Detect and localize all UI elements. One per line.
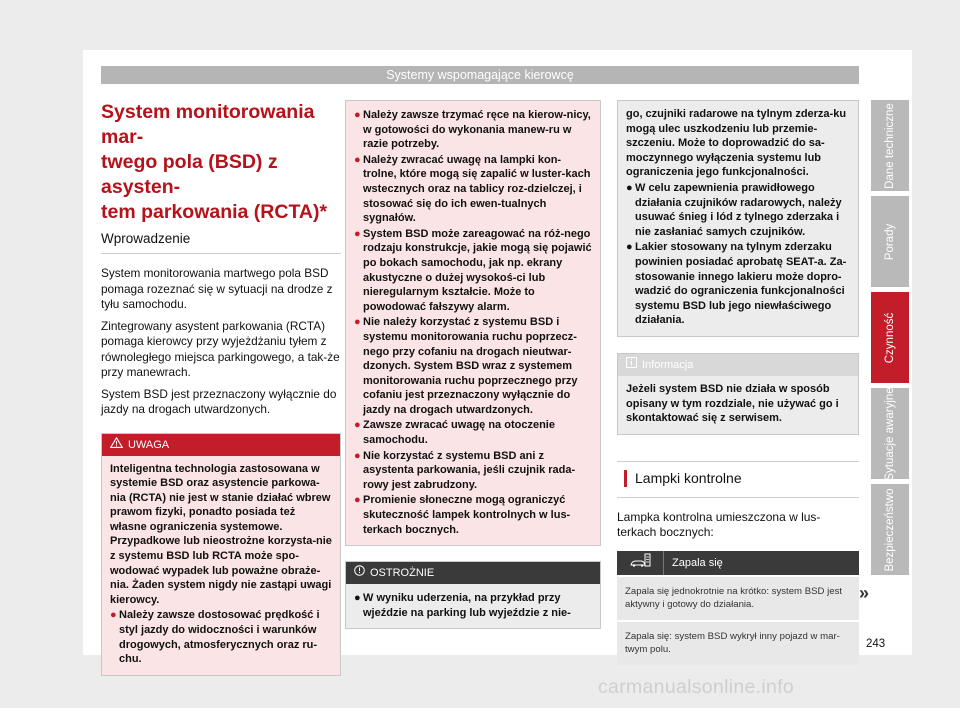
caution-label: OSTROŻNIE xyxy=(370,567,435,580)
list-item: ● System BSD może zareagować na róż-nego rodzaju konstrukcje, jakie mogą się pojawić po bokach samochodu, jak np. ekrany akustyczne o dużej wysokoś-ci lub nieregularnym kształcie. Może to powodować fałszywy alarm. xyxy=(354,227,592,313)
caution-text: go, czujniki radarowe na tylnym zderza-ku mogą ulec uszkodzeniu lub przemie-szczeniu. Może to doprowadzić do sa-moczynnego wyłączenia systemu lub ograniczenia jego funkcjonalności. xyxy=(626,108,847,179)
list-item: ● Należy zawsze dostosować prędkość i styl jazdy do widoczności i warunków drogowych, atmosferycznych oraz ru-chu. xyxy=(110,609,320,666)
caution-body xyxy=(346,584,600,628)
tab-dane-techniczne[interactable]: Dane techniczne xyxy=(871,100,909,191)
section-intro: Lampka kontrolna umieszczona w lus-terkach bocznych: xyxy=(617,509,821,540)
list-item: ● Należy zwracać uwagę na lampki kon-trolne, które mogą się zapalić w luster-kach wstecznych oraz na tablicy roz-dzielczej, i stosować się do ich ewen-tualnych sygnałów. xyxy=(354,153,591,225)
section-title xyxy=(101,100,341,225)
paragraph: Zintegrowany asystent parkowania (RCTA) pomaga kierowcy przy wyjeżdżaniu tyłem z równoległego miejsca parkingowego, a tak-że przy manewrach. xyxy=(101,318,340,379)
caution-body-continued xyxy=(618,101,858,336)
info-header xyxy=(618,354,858,376)
section-title-text: Lampki kontrolne xyxy=(635,470,742,487)
section-title-line-2: twego pola (BSD) z asysten- xyxy=(101,151,278,198)
list-item: ● Nie korzystać z systemu BSD ani z asystenta parkowania, jeśli czujnik rada-rowy jest zabrudzony. xyxy=(354,449,576,491)
caution-header xyxy=(346,562,600,584)
column-1 xyxy=(101,100,341,676)
table-header xyxy=(617,551,859,575)
caution-box xyxy=(345,561,601,629)
warning-body-continued xyxy=(346,101,600,545)
section-title-line-3: tem parkowania (RCTA)* xyxy=(101,201,328,223)
table-row: Zapala się jednokrotnie na krótko: system BSD jest aktywny i gotowy do działania. xyxy=(617,577,859,620)
column-2 xyxy=(345,100,601,629)
list-item: ● Lakier stosowany na tylnym zderzaku powinien posiadać aprobatę SEAT-a. Za-stosowanie innego lakieru może dopro-wadzić do ograniczenia funkcjonalności systemu BSD lub jego niewłaściwego działania. xyxy=(626,241,847,327)
warning-label: UWAGA xyxy=(128,438,170,451)
section-title-line-1: System monitorowania mar- xyxy=(101,101,315,148)
info-icon xyxy=(626,354,637,376)
list-item: ● Zawsze zwracać uwagę na otoczenie samochodu. xyxy=(354,419,555,447)
info-box xyxy=(617,353,859,435)
page-number: 243 xyxy=(866,638,886,650)
table-header-label: Zapala się xyxy=(663,551,859,575)
list-item: ● W celu zapewnienia prawidłowego działania czujników radarowych, należy usuwać śnieg i lód z tylnego zderzaka i nie zasłaniać samych czujników. xyxy=(626,181,842,238)
warning-triangle-icon xyxy=(110,434,123,456)
tab-czynnosc[interactable]: Czynność xyxy=(871,292,909,383)
warning-body xyxy=(102,456,340,675)
accent-bar xyxy=(624,470,627,487)
warning-box xyxy=(101,433,341,676)
column-3 xyxy=(617,100,859,665)
paragraph: System monitorowania martwego pola BSD pomaga rozeznać się w sytuacji na drodze z tyłu samochodu. xyxy=(101,266,333,311)
warning-box-continued xyxy=(345,100,601,546)
intro-text xyxy=(101,266,341,418)
list-item: ● W wyniku uderzenia, na przykład przy wjeździe na parking lub wyjeździe z nie- xyxy=(354,592,571,619)
warning-text: Inteligentna technologia zastosowana w systemie BSD oraz asystencie parkowa-nia (RCTA) nie jest w stanie działać wbrew prawom fizyki, ponadto posiada też własne ograniczenia systemowe. Przypadkowe lub nieostrożne korzysta-nie z systemu BSD lub RCTA może spo-wodować wypadek lub poważne obraże-nia. Żaden system nigdy nie zastąpi uwagi kierowcy. xyxy=(110,462,332,606)
list-item: ● Należy zawsze trzymać ręce na kierow-nicy, w gotowości do wykonania manew-ru w razie potrzeby. xyxy=(354,109,591,151)
list-item: ● Promienie słoneczne mogą ograniczyć skuteczność lampek kontrolnych w lus-terkach bocznych. xyxy=(354,494,571,536)
section-title-lampki xyxy=(617,461,859,498)
watermark: carmanualsonline.info xyxy=(598,676,794,698)
indicator-table xyxy=(617,551,859,665)
caution-circle-icon xyxy=(354,562,365,584)
info-body: Jeżeli system BSD nie działa w sposób opisany w tym rozdziale, nie używać go i skontaktować się z serwisem. xyxy=(618,376,858,434)
tab-porady[interactable]: Porady xyxy=(871,196,909,287)
table-row: Zapala się: system BSD wykrył inny pojazd w mar-twym polu. xyxy=(617,622,859,665)
continue-arrow-icon: » xyxy=(859,583,870,603)
list-item: ● Nie należy korzystać z systemu BSD i systemu monitorowania ruchu poprzecz-nego przy cofaniu na drogach nieutwar-dzonych. System BSD wraz z systemem monitorowania ruchu poprzecznego przy cofaniu jest przeznaczony wyłącznie do jazdy na drogach utwardzonych. xyxy=(354,316,578,416)
bsd-indicator-icon xyxy=(617,553,663,572)
chapter-header: Systemy wspomagające kierowcę xyxy=(101,66,859,84)
tab-bezpieczenstwo[interactable]: Bezpieczeństwo xyxy=(871,484,909,575)
info-label: Informacja xyxy=(642,358,694,371)
tab-sytuacje-awaryjne[interactable]: Sytuacje awaryjne xyxy=(871,388,909,479)
subsection-title: Wprowadzenie xyxy=(101,231,341,254)
paragraph: System BSD jest przeznaczony wyłącznie do jazdy na drogach utwardzonych. xyxy=(101,386,337,416)
warning-header xyxy=(102,434,340,456)
caution-box-continued xyxy=(617,100,859,337)
chapter-tabs xyxy=(871,100,909,580)
